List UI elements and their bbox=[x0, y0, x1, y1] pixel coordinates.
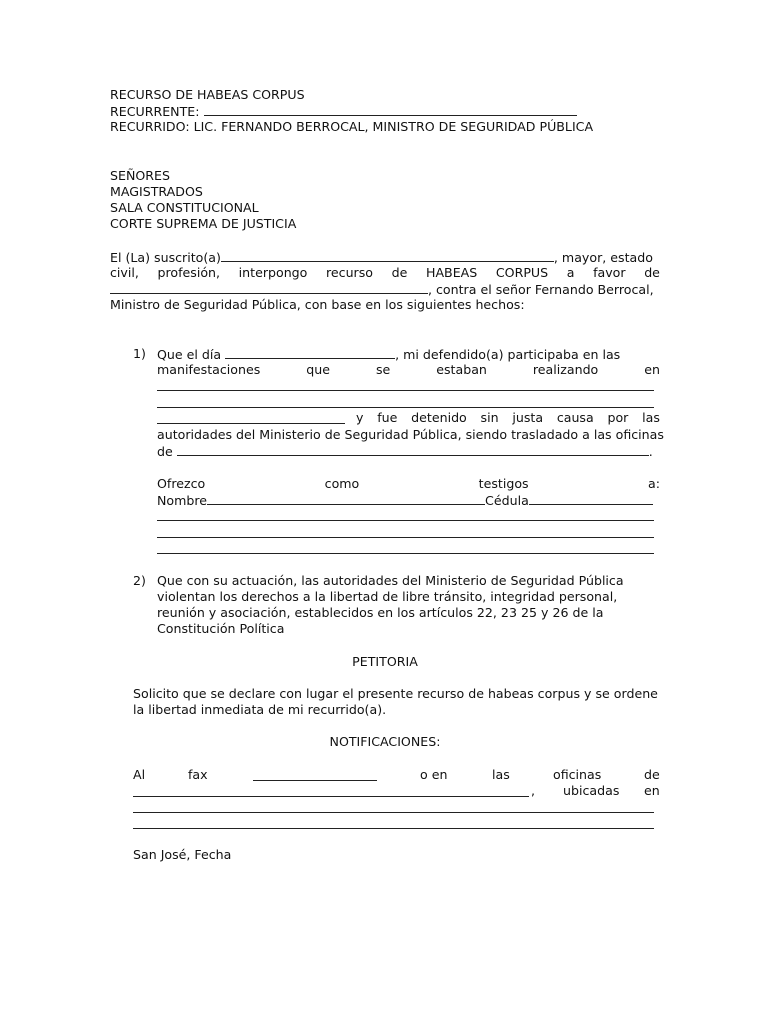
document-title: RECURSO DE HABEAS CORPUS bbox=[110, 87, 305, 102]
blank-line[interactable] bbox=[157, 423, 345, 424]
witness-name-line: Nombre Cédula bbox=[157, 492, 653, 508]
notif-de: de bbox=[644, 767, 660, 782]
blank-line[interactable] bbox=[157, 520, 654, 521]
notif-en: en bbox=[644, 783, 660, 798]
closing-place-date: San José, Fecha bbox=[133, 847, 232, 862]
addressee-line: MAGISTRADOS bbox=[110, 184, 203, 199]
notif-ubicadas: ubicadas bbox=[563, 783, 620, 798]
fact-1-number: 1) bbox=[133, 346, 146, 361]
fax-field[interactable] bbox=[253, 780, 377, 781]
petitoria-line-1: Solicito que se declare con lugar el presente recurso de habeas corpus y se ordene bbox=[133, 686, 658, 701]
intro-line-4: Ministro de Seguridad Pública, con base en los siguientes hechos: bbox=[110, 297, 525, 312]
fact-1-line-7: de . bbox=[157, 444, 653, 459]
notif-comma: , bbox=[531, 783, 536, 798]
oficinas-field[interactable] bbox=[177, 443, 649, 456]
blank-line[interactable] bbox=[157, 553, 654, 554]
addressee-line: CORTE SUPREMA DE JUSTICIA bbox=[110, 216, 297, 231]
notif-las: las bbox=[492, 767, 510, 782]
suscrito-field[interactable] bbox=[221, 249, 554, 262]
fact-2-line-1: Que con su actuación, las autoridades del Ministerio de Seguridad Pública bbox=[157, 573, 624, 588]
recurrente-line bbox=[110, 103, 577, 119]
notif-oficinas: oficinas bbox=[553, 767, 602, 782]
blank-line[interactable] bbox=[157, 390, 654, 391]
blank-line[interactable] bbox=[157, 537, 654, 538]
blank-line[interactable] bbox=[157, 407, 654, 408]
intro-line-1: El (La) suscrito(a) , mayor, estado bbox=[110, 250, 653, 265]
cedula-field[interactable] bbox=[529, 492, 653, 505]
fact-1-line-2: manifestaciones que se estaban realizando en bbox=[157, 362, 660, 377]
petitoria-heading: PETITORIA bbox=[352, 654, 418, 669]
intro-line-3: , contra el señor Fernando Berrocal, bbox=[110, 281, 654, 297]
oficinas-notif-field[interactable] bbox=[133, 796, 529, 797]
recurrido-line: RECURRIDO: LIC. FERNANDO BERROCAL, MINISTRO DE SEGURIDAD PÚBLICA bbox=[110, 119, 594, 134]
fact-1-line-1: Que el día , mi defendido(a) participaba en las bbox=[157, 347, 621, 362]
nombre-field[interactable] bbox=[207, 492, 485, 505]
fact-1-line-5: y fue detenido sin justa causa por las bbox=[356, 410, 660, 425]
addressee-line: SEÑORES bbox=[110, 168, 170, 183]
fact-1-line-6: autoridades del Ministerio de Seguridad Pública, siendo trasladado a las oficinas bbox=[157, 427, 664, 442]
fact-2-line-3: reunión y asociación, establecidos en los artículos 22, 23 25 y 26 de la bbox=[157, 605, 604, 620]
petitoria-line-2: la libertad inmediata de mi recurrido(a). bbox=[133, 702, 387, 717]
notificaciones-heading: NOTIFICACIONES: bbox=[329, 734, 441, 749]
intro-line-2: civil, profesión, interpongo recurso de HABEAS CORPUS a favor de bbox=[110, 265, 660, 280]
notif-al: Al bbox=[133, 767, 146, 782]
blank-line[interactable] bbox=[133, 828, 654, 829]
fecha-field[interactable] bbox=[225, 346, 395, 359]
recurrente-field[interactable] bbox=[204, 103, 577, 116]
favor-field[interactable] bbox=[110, 281, 428, 294]
fact-2-line-4: Constitución Política bbox=[157, 621, 285, 636]
notif-oen: o en bbox=[420, 767, 448, 782]
fact-2-line-2: violentan los derechos a la libertad de libre tránsito, integridad personal, bbox=[157, 589, 618, 604]
fact-2-number: 2) bbox=[133, 573, 146, 588]
witness-line: Ofrezco como testigos a: bbox=[157, 476, 660, 491]
recurrente-label: RECURRENTE: bbox=[110, 104, 200, 119]
notif-fax: fax bbox=[188, 767, 208, 782]
addressee-line: SALA CONSTITUCIONAL bbox=[110, 200, 259, 215]
blank-line[interactable] bbox=[133, 812, 654, 813]
